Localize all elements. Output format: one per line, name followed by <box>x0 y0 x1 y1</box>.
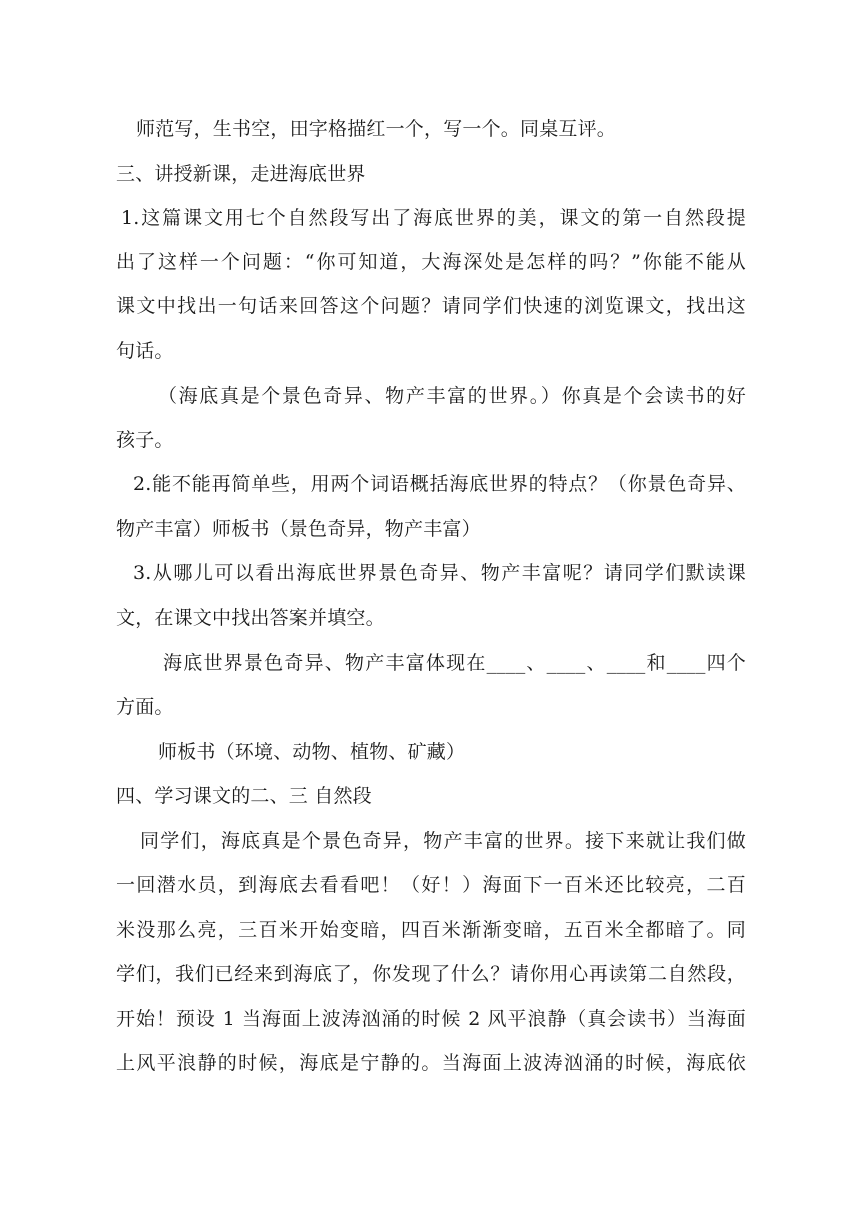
section-heading: 四、学习课文的二、三 自然段 <box>116 785 372 807</box>
paragraph-line: 3.从哪儿可以看出海底世界景色奇异、物产丰富呢？请同学们默读课 <box>133 562 746 584</box>
paragraph-line: 物产丰富）师板书（景色奇异，物产丰富） <box>116 518 481 540</box>
paragraph-line: 同学们，海底真是个景色奇异，物产丰富的世界。接下来就让我们做 <box>140 830 746 852</box>
paragraph-line: 1.这篇课文用七个自然段写出了海底世界的美，课文的第一自然段提 <box>121 207 746 229</box>
paragraph-line: 文，在课文中找出答案并填空。 <box>116 607 385 629</box>
paragraph-line: 课文中找出一句话来回答这个问题？请同学们快速的浏览课文，找出这 <box>116 295 746 317</box>
paragraph-line: 2.能不能再简单些，用两个词语概括海底世界的特点？（你景色奇异、 <box>133 473 746 495</box>
fill-in-blank-line: 海底世界景色奇异、物产丰富体现在____、____、____和____四个 <box>163 652 746 674</box>
paragraph-line: 出了这样一个问题：“你可知道，大海深处是怎样的吗？”你能不能从 <box>116 251 746 273</box>
paragraph-line: 开始！预设 1 当海面上波涛汹涌的时候 2 风平浪静（真会读书）当海面 <box>116 1008 746 1030</box>
paragraph-line: 师板书（环境、动物、植物、矿藏） <box>158 741 466 763</box>
paragraph-line: 孩子。 <box>116 429 174 451</box>
paragraph-line: 师范写，生书空，田字格描红一个，写一个。同桌互评。 <box>136 118 617 140</box>
paragraph-line: 一回潜水员，到海底去看看吧！（好！）海面下一百米还比较亮，二百 <box>116 874 746 896</box>
paragraph-line: 方面。 <box>116 696 174 718</box>
paragraph-line: 学们，我们已经来到海底了，你发现了什么？请你用心再读第二自然段， <box>116 963 746 985</box>
paragraph-line: 米没那么亮，三百米开始变暗，四百米渐渐变暗，五百米全都暗了。同 <box>116 919 746 941</box>
paragraph-line: 句话。 <box>116 340 174 362</box>
paragraph-line: 上风平浪静的时候，海底是宁静的。当海面上波涛汹涌的时候，海底依 <box>116 1052 746 1074</box>
paragraph-line: （海底真是个景色奇异、物产丰富的世界。）你真是个会读书的好 <box>158 385 746 407</box>
section-heading: 三、讲授新课，走进海底世界 <box>116 163 366 185</box>
